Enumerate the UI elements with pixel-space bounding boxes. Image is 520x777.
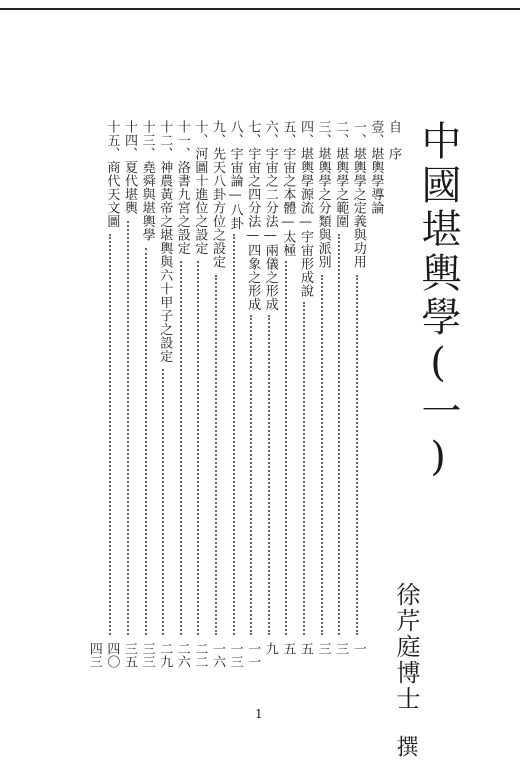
toc-entry — [349, 120, 367, 680]
toc-page-number: 一六 — [210, 642, 225, 668]
toc-entry — [278, 120, 296, 680]
toc-page-number: 五 — [280, 642, 296, 655]
toc-entry-label: 三、堪輿學之分類與派別 — [315, 120, 331, 269]
book-title: 中國堪輿學(一) — [415, 120, 461, 484]
toc-dot-leader — [197, 261, 203, 635]
toc-entry-label: 十、河圖十進位之設定 — [192, 120, 208, 255]
toc-page-number: 四〇 — [104, 642, 120, 668]
toc-entry-label: 九、先天八卦方位之設定 — [210, 120, 225, 269]
toc-entry — [102, 120, 120, 680]
toc-entry — [314, 120, 332, 680]
author-role: 撰 — [393, 735, 418, 757]
toc-entry — [190, 120, 208, 680]
toc-entry-label: 五、宇宙之本體—太極 — [280, 120, 296, 257]
toc-dot-leader — [215, 275, 221, 636]
toc-dot-leader — [127, 221, 133, 636]
toc-dot-leader — [162, 369, 168, 635]
toc-page-number: 一一 — [245, 642, 261, 668]
toc-dot-leader — [285, 261, 291, 635]
toc-dot-leader — [321, 275, 327, 636]
toc-entry-label: 四、堪輿學源流—宇宙形成說 — [298, 120, 313, 298]
page-number: 1 — [255, 707, 263, 721]
toc-entry-label: 一、堪輿學之定義與功用 — [350, 120, 366, 269]
toc-entry — [173, 120, 191, 680]
toc-page-number: 一三 — [227, 642, 243, 668]
toc-entry-label: 十四、夏代堪輿 — [122, 120, 137, 215]
toc-entry — [226, 120, 244, 680]
toc-page-number: 三三 — [139, 642, 155, 668]
toc-dot-leader — [250, 315, 256, 635]
toc-page-number: 二六 — [174, 642, 190, 668]
toc-entry — [85, 120, 103, 680]
toc-entry-label: 七、宇宙之四分法—四象之形成 — [245, 120, 261, 311]
toc-entry — [296, 120, 314, 680]
toc-entry — [366, 120, 384, 680]
toc-page-number: 九 — [262, 642, 278, 655]
toc-entry-label: 十二、神農黃帝之堪輿與六十甲子之設定 — [157, 120, 173, 363]
toc-dot-leader — [180, 261, 186, 635]
toc-entry-label: 自 序 — [386, 120, 401, 161]
toc-page-number: 三 — [315, 642, 331, 655]
top-rule — [0, 8, 520, 10]
toc-entry-label: 十五、商代天文圖 — [104, 120, 120, 228]
toc-entry — [243, 120, 261, 680]
toc-page-number: 五 — [298, 642, 313, 655]
toc-entry-label: 二、堪輿學之範圍 — [333, 120, 349, 228]
toc-entry — [120, 120, 138, 680]
toc-entry-label: 六、宇宙之二分法—兩儀之形成 — [262, 120, 278, 311]
author-name: 徐芹庭博士 — [392, 582, 420, 712]
toc-page-number: 二二 — [192, 642, 208, 668]
toc-entry — [138, 120, 156, 680]
toc-entry-label: 壹、堪輿學導論 — [368, 120, 384, 215]
toc-entry — [155, 120, 173, 680]
toc-dot-leader — [303, 302, 309, 636]
toc-dot-leader — [268, 315, 274, 635]
toc-page-number: 二九 — [157, 642, 173, 668]
toc-entry — [331, 120, 349, 680]
toc-entry — [384, 120, 402, 680]
toc-dot-leader — [145, 248, 151, 636]
toc-entry — [208, 120, 226, 680]
toc-dot-leader — [356, 275, 362, 636]
toc-dot-leader — [109, 234, 115, 635]
toc-entry-label: 八、宇宙論—八卦 — [227, 120, 243, 230]
toc-page-number: 三 — [333, 642, 349, 655]
toc-dot-leader — [233, 234, 239, 635]
toc-page-number: 四三 — [86, 642, 102, 668]
toc-entry-label: 十一、洛書九宮之設定 — [174, 120, 190, 255]
toc-page-number: 三五 — [122, 642, 137, 668]
toc-dot-leader — [338, 234, 344, 635]
toc-page-number: 一 — [350, 642, 366, 655]
toc-entry-label: 十三、堯舜與堪輿學 — [139, 120, 155, 242]
toc-entry — [261, 120, 279, 680]
